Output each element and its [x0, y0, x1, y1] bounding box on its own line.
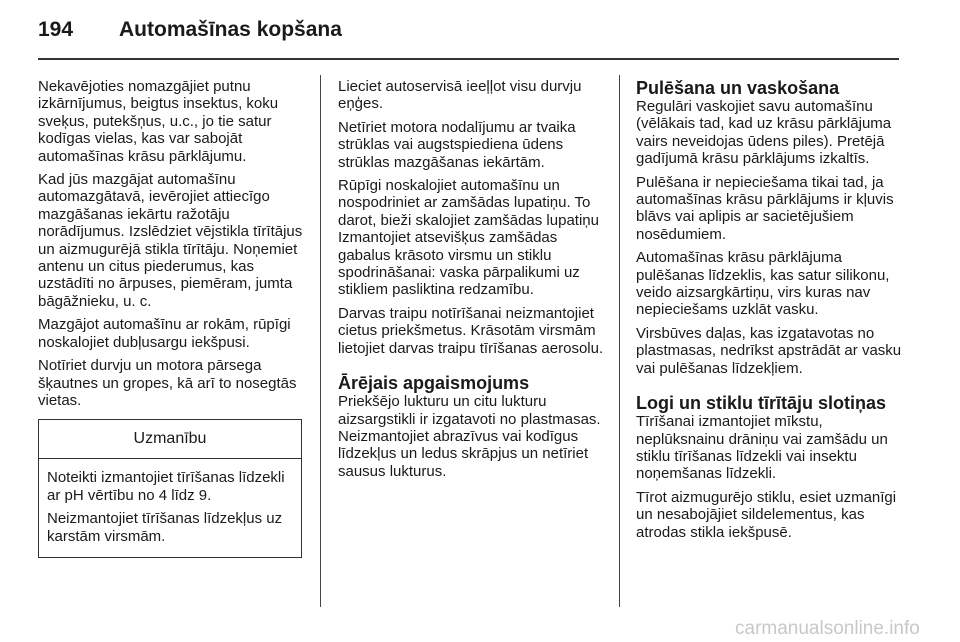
section-heading-exterior-lights: Ārējais apgaismojums — [338, 373, 530, 394]
page-number: 194 — [38, 18, 74, 41]
column-3 — [636, 78, 906, 547]
caution-title: Uzmanību — [39, 420, 301, 459]
paragraph: Tīrot aizmugurējo stiklu, esiet uzmanīgi un nesabojājiet sildelementus, kas atrodas stikla iekšpusē. — [636, 488, 897, 541]
paragraph: Mazgājot automašīnu ar rokām, rūpīgi noskalojiet dubļusargu iekšpusi. — [38, 316, 291, 351]
paragraph: Notīriet durvju un motora pārsega šķautnes un gropes, kā arī to nosegtās vietas. — [38, 357, 297, 409]
caution-body — [39, 459, 301, 557]
watermark: carmanualsonline.info — [735, 618, 920, 639]
paragraph: Rūpīgi noskalojiet automašīnu un nospodriniet ar zamšādas lupatiņu. To darot, bieži skalojiet zamšādas lupatiņu Izmantojiet atsevišķus zamšādas gabalus krāsoto virsmu un stiklu spodrināšanai: vaska pārpalikumi uz stikliem pasliktina redzamību. — [338, 177, 599, 299]
paragraph: Regulāri vaskojiet savu automašīnu (vēlākais tad, kad uz krāsu pārklājuma vairs neveidojas ūdens piles). Pretējā gadījumā krāsu pārklājums izkaltīs. — [636, 98, 892, 168]
section-heading-windows-wipers: Logi un stiklu tīrītāju slotiņas — [636, 393, 887, 414]
paragraph: Netīriet motora nodalījumu ar tvaika strūklas vai augstspiediena ūdens strūklas mazgāšanas iekārtām. — [338, 118, 576, 171]
paragraph: Lieciet autoservisā ieeļļot visu durvju eņģes. — [338, 78, 582, 113]
caution-box — [38, 419, 302, 558]
caution-text: Neizmantojiet tīrīšanas līdzekļus uz karstām virsmām. — [47, 510, 283, 545]
paragraph: Darvas traipu notīrīšanai neizmantojiet cietus priekšmetus. Krāsotām virsmām lietojiet darvas traipu tīrīšanas aerosolu. — [338, 304, 604, 357]
paragraph: Automašīnas krāsu pārklājuma pulēšanas līdzeklis, kas satur silikonu, veido aizsargkārtiņu, virs kuras nav nepieciešams uzklāt vasku. — [636, 249, 890, 319]
column-divider-1 — [320, 75, 321, 607]
paragraph: Virsbūves daļas, kas izgatavotas no plastmasas, nedrīkst apstrādāt ar vasku vai pulēšanas līdzekļiem. — [636, 324, 902, 377]
section-heading-polishing: Pulēšana un vaskošana — [636, 78, 840, 98]
column-divider-2 — [619, 75, 620, 607]
paragraph: Priekšējo lukturu un citu lukturu aizsargstikli ir izgatavoti no plastmasas. Neizmantojiet abrazīvus vai kodīgus līdzekļus un ledus skrāpjus un netīriet sausus lukturus. — [338, 393, 601, 480]
column-2 — [338, 78, 608, 486]
chapter-title: Automašīnas kopšana — [119, 18, 342, 41]
header-divider — [38, 58, 899, 60]
paragraph: Nekavējoties nomazgājiet putnu izkārnījumus, beigtus insektus, koku sveķus, putekšņus, u.c., jo tie satur kodīgas vielas, kas var sabojāt automašīnas krāsu pārklājumu. — [38, 78, 279, 165]
column-1 — [38, 78, 306, 558]
caution-text: Noteikti izmantojiet tīrīšanas līdzekli ar pH vērtību no 4 līdz 9. — [47, 469, 285, 504]
paragraph: Pulēšana ir nepieciešama tikai tad, ja automašīnas krāsu pārklājums ir kļuvis blāvs vai aplipis ar sacietējušiem nosēdumiem. — [636, 173, 894, 243]
paragraph: Kad jūs mazgājat automašīnu automazgātavā, ievērojiet attiecīgo mazgāšanas iekārtu ražotāju norādījumus. Izslēdziet vējstikla tīrītājus un aizmugurējā stikla tīrītāju. Noņemiet antenu un citus piederumus, kas uzstādīti no ārpuses, piemēram, jumta bāgāžnieku, u. c. — [38, 171, 303, 310]
paragraph: Tīrīšanai izmantojiet mīkstu, neplūksnainu drāniņu vai zamšādu un stiklu tīrīšanas līdzekli vai insektu noņemšanas līdzekli. — [636, 413, 888, 483]
